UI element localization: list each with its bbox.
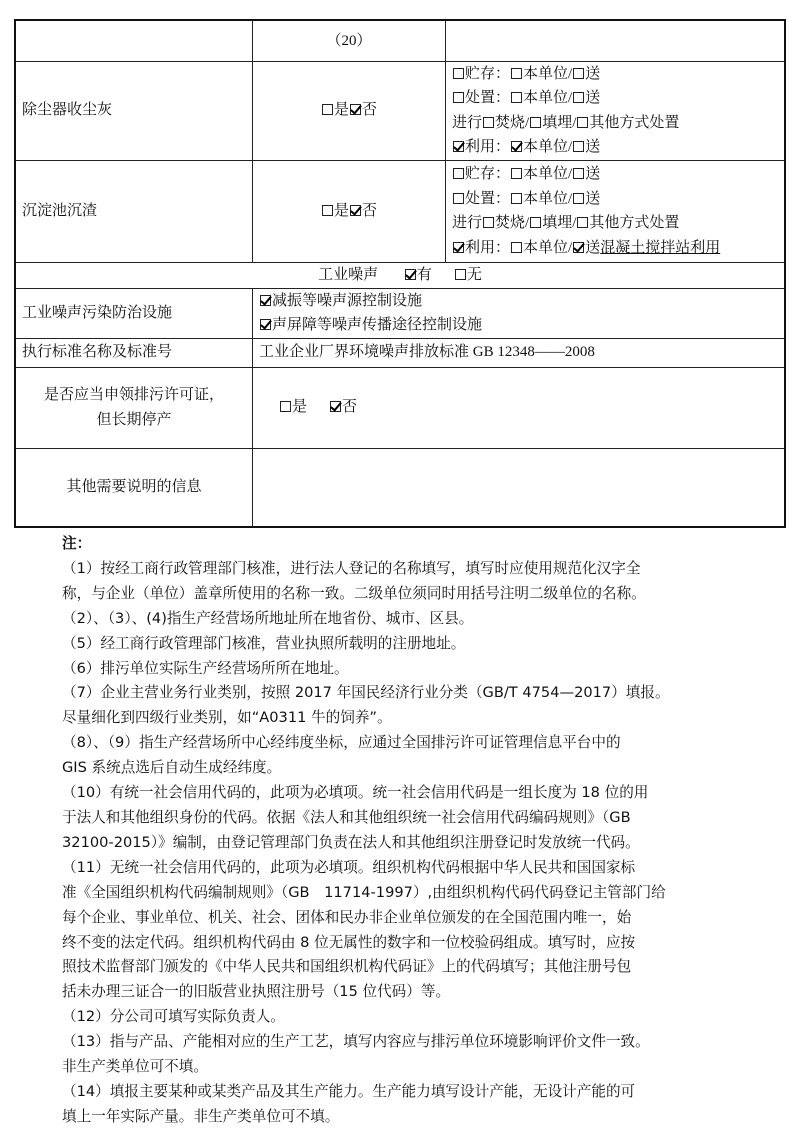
note-line: （2）、（3）、(4)指生产经营场所地址所在地省份、城市、区县。 <box>62 609 474 627</box>
note-line: 终不变的法定代码。组织机构代码由 8 位无属性的数字和一位校验码组成。填写时，应按 <box>62 933 636 951</box>
noise-header-label: 工业噪声 <box>318 266 379 283</box>
option-text: 本单位/ <box>523 239 573 256</box>
note-line: （13）指与产品、产能相对应的生产工艺，填写内容应与排污单位环境影响评价文件一致。 <box>62 1033 650 1051</box>
note-line: 准《全国组织机构代码编制规则》（GB 11714-1997）,由组织机构代码代码登记主管部门给 <box>62 883 666 901</box>
note-line: 非生产类单位可不填。 <box>62 1058 208 1076</box>
header-cell-note-ref: （20） <box>253 20 446 61</box>
checkbox-unchecked[interactable] <box>573 68 584 79</box>
checkbox-checked[interactable] <box>260 319 271 330</box>
note-line: （1）按经工商行政管理部门核准，进行法人登记的名称填写，填写时应使用规范化汉字全 <box>62 559 641 577</box>
other-info-row <box>15 448 785 527</box>
hazard-choice <box>253 160 446 262</box>
note-line: 填上一年实际产量。非生产类单位可不填。 <box>62 1107 340 1125</box>
checkbox-unchecked[interactable] <box>322 205 333 216</box>
checkbox-unchecked[interactable] <box>453 68 464 79</box>
waste-row <box>15 160 785 262</box>
note-line: 于法人和其他组织身份的代码。依据《法人和其他组织统一社会信用代码编码规则》（GB <box>62 808 631 826</box>
option-label: 无 <box>466 266 482 283</box>
facility-item <box>259 289 778 314</box>
checkbox-checked[interactable] <box>350 205 361 216</box>
note-line: （10）有统一社会信用代码的，此项为必填项。统一社会信用代码是一组长度为 18 位的用 <box>62 784 649 802</box>
option-label: 否 <box>362 202 378 219</box>
option-line <box>452 187 778 212</box>
option-text: 送 <box>585 190 601 207</box>
option-text: 本单位/ <box>523 90 573 106</box>
standard-label: 执行标准名称及标准号 <box>15 338 253 367</box>
option-label: 声屏障等噪声传播途径控制设施 <box>272 317 483 333</box>
option-text: 本单位/ <box>523 166 573 182</box>
note-line: （6）排污单位实际生产经营场所所在地址。 <box>62 659 349 677</box>
header-row <box>15 20 785 61</box>
checkbox-checked[interactable] <box>405 269 416 280</box>
checkbox-unchecked[interactable] <box>322 104 333 115</box>
option-label: 是 <box>292 399 308 416</box>
option-label: 否 <box>342 399 358 416</box>
waste-name: 除尘器收尘灰 <box>15 61 253 160</box>
option-label: 有 <box>416 266 432 283</box>
hazard-choice <box>253 61 446 160</box>
note-line: 括未办理三证合一的旧版营业执照注册号（15 位代码）等。 <box>62 983 451 1001</box>
note-line: （5）经工商行政管理部门核准，营业执照所载明的注册地址。 <box>62 634 466 652</box>
checkbox-unchecked[interactable] <box>573 193 584 204</box>
permit-options <box>253 367 786 448</box>
option-text: 本单位/ <box>523 190 573 207</box>
checkbox-unchecked[interactable] <box>483 217 494 228</box>
option-text: 贮存： <box>465 166 511 182</box>
checkbox-checked[interactable] <box>573 242 584 253</box>
note-line: （8）、（9）指生产经营场所中心经纬度坐标，应通过全国排污许可证管理信息平台中的 <box>62 734 621 752</box>
option-text: 进行 <box>452 114 483 131</box>
option-text: 进行 <box>452 215 483 231</box>
checkbox-unchecked[interactable] <box>573 141 584 152</box>
permit-label <box>15 367 253 448</box>
option-label: 否 <box>362 102 378 119</box>
option-text: 送 <box>585 166 601 182</box>
disposal-options <box>446 160 786 262</box>
checkbox-unchecked[interactable] <box>577 117 588 128</box>
option-text: 利用： <box>465 139 511 155</box>
other-info-value[interactable] <box>253 448 786 527</box>
note-line: 每个企业、事业单位、机关、社会、团体和民办非企业单位颁发的在全国范围内唯一，始 <box>62 908 632 926</box>
note-line: （14）填报主要某种或某类产品及其生产能力。生产能力填写设计产能，无设计产能的可 <box>62 1082 636 1100</box>
notes-title: 注： <box>62 535 92 552</box>
permit-label-line: 但长期停产 <box>96 411 172 428</box>
notes-lines <box>62 557 792 1130</box>
noise-facilities-options <box>253 288 786 338</box>
option-text: 利用： <box>465 239 511 256</box>
disposal-options <box>446 61 786 160</box>
waste-name: 沉淀池沉渣 <box>15 160 253 262</box>
note-line: （12）分公司可填写实际负责人。 <box>62 1008 285 1026</box>
option-text: 贮存： <box>465 65 511 82</box>
option-line <box>452 86 778 111</box>
option-text: 混凝土搅拌站利用 <box>600 239 721 256</box>
checkbox-checked[interactable] <box>350 104 361 115</box>
option-text: 送 <box>585 139 601 155</box>
checkbox-unchecked[interactable] <box>511 242 522 253</box>
option-text: 本单位/ <box>523 139 573 155</box>
option-line <box>452 111 778 136</box>
checkbox-unchecked[interactable] <box>577 217 588 228</box>
checkbox-unchecked[interactable] <box>483 117 494 128</box>
checkbox-unchecked[interactable] <box>511 92 522 103</box>
checkbox-unchecked[interactable] <box>280 401 291 412</box>
other-info-label: 其他需要说明的信息 <box>15 448 253 527</box>
option-text: 处置： <box>465 90 511 106</box>
option-text: 送 <box>585 65 601 82</box>
note-line: 尽量细化到四级行业类别，如“A0311 牛的饲养”。 <box>62 709 392 727</box>
waste-noise-form-table <box>14 19 786 528</box>
option-line <box>452 162 778 187</box>
note-line: GIS 系统点选后自动生成经纬度。 <box>62 759 282 777</box>
checkbox-checked[interactable] <box>453 141 464 152</box>
option-line <box>452 211 778 236</box>
noise-header-row <box>15 262 785 288</box>
option-line <box>452 62 778 87</box>
facility-item <box>259 313 778 338</box>
option-label: 是 <box>333 102 349 119</box>
checkbox-unchecked[interactable] <box>455 269 466 280</box>
option-text: 送 <box>585 239 601 256</box>
noise-facilities-label: 工业噪声污染防治设施 <box>15 288 253 338</box>
waste-row <box>15 61 785 160</box>
header-cell-empty <box>15 20 253 61</box>
header-cell-empty-right <box>446 20 786 61</box>
note-line: 照技术监督部门颁发的《中华人民共和国组织机构代码证》上的代码填写；其他注册号包 <box>62 958 632 976</box>
option-text: 处置： <box>465 190 511 207</box>
checkbox-unchecked[interactable] <box>511 68 522 79</box>
note-line: 称，与企业（单位）盖章所使用的名称一致。二级单位须同时用括号注明二级单位的名称。 <box>62 584 646 602</box>
checkbox-unchecked[interactable] <box>453 92 464 103</box>
checkbox-unchecked[interactable] <box>511 168 522 179</box>
option-text: 焚烧/ <box>495 215 530 231</box>
option-line <box>452 135 778 160</box>
checkbox-unchecked[interactable] <box>453 193 464 204</box>
checkbox-checked[interactable] <box>260 295 271 306</box>
option-text: 本单位/ <box>523 65 573 82</box>
option-text: 填埋/ <box>542 114 577 131</box>
option-text: 填埋/ <box>542 215 577 231</box>
noise-options <box>404 267 482 283</box>
checkbox-unchecked[interactable] <box>453 168 464 179</box>
checkbox-checked[interactable] <box>511 141 522 152</box>
checkbox-checked[interactable] <box>453 242 464 253</box>
noise-facilities-row <box>15 288 785 338</box>
checkbox-unchecked[interactable] <box>573 92 584 103</box>
permit-label-line: 是否应当申领排污许可证， <box>43 387 224 403</box>
option-text: 焚烧/ <box>495 114 530 131</box>
option-text: 其他方式处置 <box>589 215 680 231</box>
note-line: （11）无统一社会信用代码的，此项为必填项。组织机构代码根据中华人民共和国国家标 <box>62 858 636 876</box>
option-text: 送 <box>585 90 601 106</box>
note-line: （7）企业主营业务行业类别，按照 2017 年国民经济行业分类（GB/T 4754—2017）填报。 <box>62 684 670 702</box>
checkbox-checked[interactable] <box>330 401 341 412</box>
option-text: 其他方式处置 <box>589 114 680 131</box>
checkbox-unchecked[interactable] <box>530 217 541 228</box>
standard-row <box>15 338 785 367</box>
option-label: 是 <box>333 202 349 219</box>
option-line <box>452 236 778 261</box>
note-line: 32100-2015）》编制，由登记管理部门负责在法人和其他组织注册登记时发放统一代码。 <box>62 833 640 851</box>
notes-section <box>62 532 792 1130</box>
checkbox-unchecked[interactable] <box>511 193 522 204</box>
permit-row <box>15 367 785 448</box>
checkbox-unchecked[interactable] <box>573 168 584 179</box>
standard-value: 工业企业厂界环境噪声排放标准 GB 12348——2008 <box>253 338 786 367</box>
option-label: 减振等噪声源控制设施 <box>272 292 423 309</box>
checkbox-unchecked[interactable] <box>530 117 541 128</box>
